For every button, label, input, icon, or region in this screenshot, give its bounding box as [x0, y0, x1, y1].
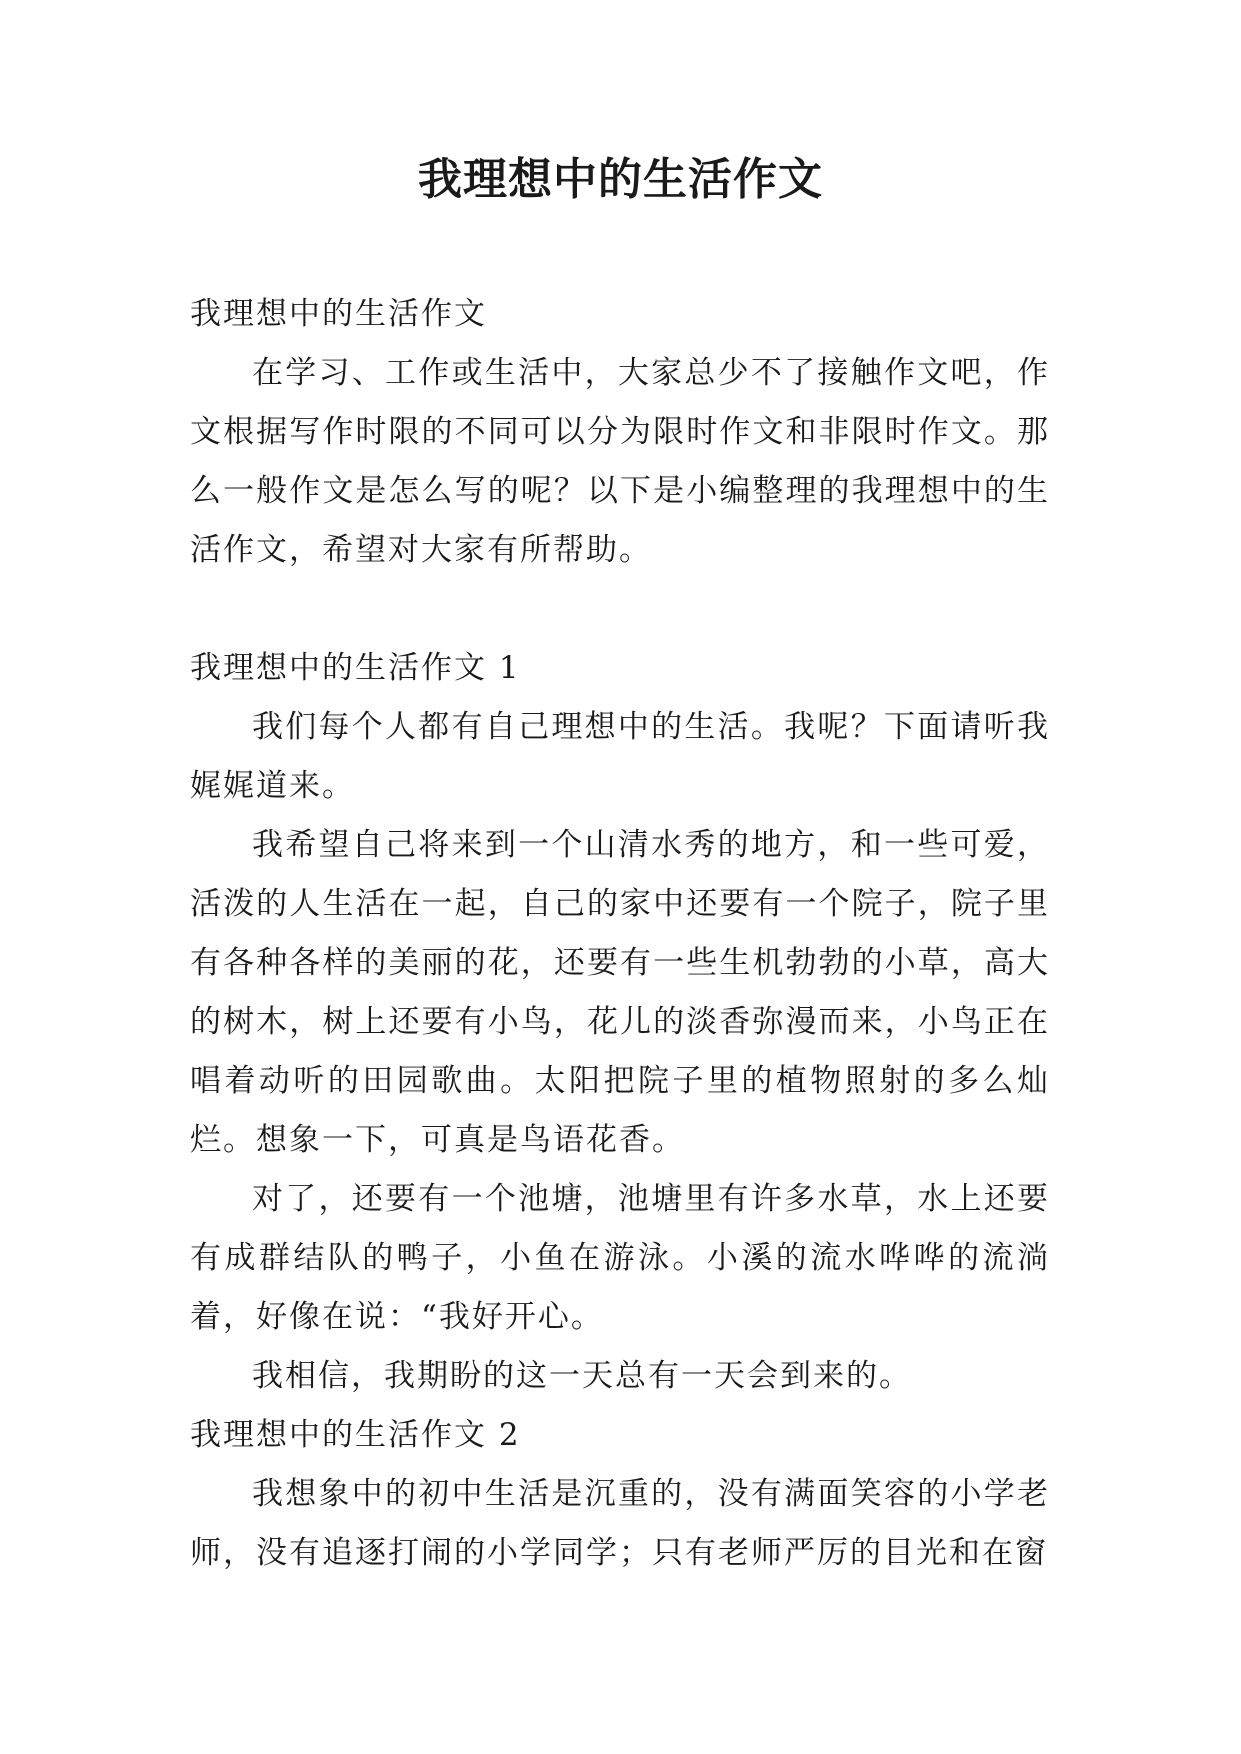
section-heading-1: 我理想中的生活作文 1	[190, 650, 521, 686]
section-heading-2: 我理想中的生活作文 2	[190, 1417, 521, 1453]
blank-line	[190, 580, 1050, 639]
essay2-paragraph-1: 我想象中的初中生活是沉重的，没有满面笑容的小学老师，没有追逐打闹的小学同学；只有老师严厉的目光和在窗	[190, 1476, 1050, 1571]
essay1-paragraph-2: 我希望自己将来到一个山清水秀的地方，和一些可爱，活泼的人生活在一起，自己的家中还要有一个院子，院子里有各种各样的美丽的花，还要有一些生机勃勃的小草，高大的树木，树上还要有小鸟，花儿的淡香弥漫而来，小鸟正在唱着动听的田园歌曲。太阳把院子里的植物照射的多么灿烂。想象一下，可真是鸟语花香。	[190, 827, 1050, 1158]
intro-paragraph: 在学习、工作或生活中，大家总少不了接触作文吧，作文根据写作时限的不同可以分为限时作文和非限时作文。那么一般作文是怎么写的呢？以下是小编整理的我理想中的生活作文，希望对大家有所帮助。	[190, 355, 1050, 568]
essay1-paragraph-4: 我相信，我期盼的这一天总有一天会到来的。	[252, 1358, 912, 1394]
essay1-paragraph-1: 我们每个人都有自己理想中的生活。我呢？下面请听我娓娓道来。	[190, 709, 1050, 804]
document-body	[190, 285, 1050, 1583]
document-title: 我理想中的生活作文	[418, 154, 823, 205]
section-heading-intro: 我理想中的生活作文	[190, 296, 487, 332]
essay1-paragraph-3: 对了，还要有一个池塘，池塘里有许多水草，水上还要有成群结队的鸭子，小鱼在游泳。小溪的流水哗哗的流淌着，好像在说：“我好开心。	[190, 1181, 1050, 1335]
